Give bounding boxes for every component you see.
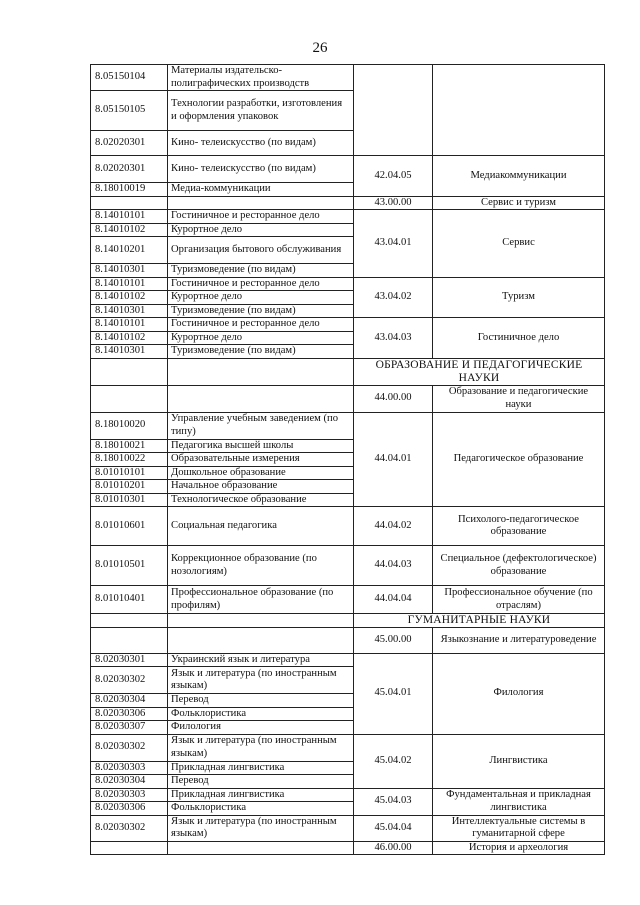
old-specialty-cell: Фольклористика — [168, 802, 354, 816]
old-code-cell — [91, 841, 168, 855]
old-code-cell: 8.02030307 — [91, 721, 168, 735]
new-code-cell: 45.04.01 — [354, 653, 433, 734]
new-code-cell: 43.04.02 — [354, 277, 433, 318]
old-specialty-cell: Язык и литература (по иностранным языкам) — [168, 667, 354, 694]
old-specialty-cell: Туризмоведение (по видам) — [168, 264, 354, 278]
old-code-cell: 8.14010301 — [91, 304, 168, 318]
old-specialty-cell — [168, 841, 354, 855]
old-specialty-cell: Фольклористика — [168, 707, 354, 721]
old-specialty-cell: Курортное дело — [168, 223, 354, 237]
old-code-cell: 8.05150105 — [91, 91, 168, 131]
new-code-cell: 44.04.01 — [354, 412, 433, 507]
table-row — [91, 734, 605, 761]
old-code-cell: 8.14010101 — [91, 318, 168, 332]
new-direction-cell: Образование и педагогические науки — [433, 385, 605, 412]
old-code-cell: 8.18010021 — [91, 439, 168, 453]
old-code-cell: 8.14010102 — [91, 331, 168, 345]
old-specialty-cell: Филология — [168, 721, 354, 735]
old-specialty-cell: Технологическое образование — [168, 493, 354, 507]
old-specialty-cell: Социальная педагогика — [168, 507, 354, 546]
old-code-cell: 8.01010101 — [91, 466, 168, 480]
table-row — [91, 318, 605, 332]
old-specialty-cell — [168, 196, 354, 210]
old-specialty-cell: Педагогика высшей школы — [168, 439, 354, 453]
old-specialty-cell: Туризмоведение (по видам) — [168, 345, 354, 359]
old-specialty-cell: Прикладная лингвистика — [168, 761, 354, 775]
old-specialty-cell: Управление учебным заведением (по типу) — [168, 412, 354, 439]
specialty-correspondence-table — [90, 64, 605, 855]
table-row — [91, 277, 605, 291]
table-row — [91, 210, 605, 224]
old-code-cell: 8.05150104 — [91, 65, 168, 91]
old-specialty-cell: Язык и литература (по иностранным языкам) — [168, 815, 354, 841]
page-number: 26 — [312, 40, 328, 56]
old-specialty-cell: Гостиничное и ресторанное дело — [168, 210, 354, 224]
new-code-cell: 44.04.03 — [354, 546, 433, 586]
new-direction-cell — [433, 65, 605, 156]
new-direction-cell: Психолого-педагогическое образование — [433, 507, 605, 546]
old-code-cell: 8.14010102 — [91, 291, 168, 305]
old-specialty-cell: Организация бытового обслуживания — [168, 237, 354, 264]
old-code-cell: 8.01010201 — [91, 480, 168, 494]
old-code-cell: 8.02030302 — [91, 734, 168, 761]
table-row — [91, 65, 605, 91]
old-code-cell — [91, 627, 168, 653]
new-direction-cell: Фундаментальная и прикладная лингвистика — [433, 788, 605, 815]
new-code-cell: 43.04.03 — [354, 318, 433, 359]
old-code-cell: 8.02030304 — [91, 694, 168, 708]
old-code-cell: 8.14010102 — [91, 223, 168, 237]
old-specialty-cell: Начальное образование — [168, 480, 354, 494]
old-code-cell: 8.02030304 — [91, 775, 168, 789]
old-code-cell: 8.01010601 — [91, 507, 168, 546]
new-code-cell: 45.04.04 — [354, 815, 433, 841]
new-code-cell: 45.00.00 — [354, 627, 433, 653]
new-direction-cell: История и археология — [433, 841, 605, 855]
new-code-cell: 45.04.02 — [354, 734, 433, 788]
old-code-cell: 8.18010019 — [91, 183, 168, 197]
old-code-cell: 8.02030301 — [91, 653, 168, 667]
old-specialty-cell: Прикладная лингвистика — [168, 788, 354, 802]
new-direction-cell: Филология — [433, 653, 605, 734]
new-direction-cell: Туризм — [433, 277, 605, 318]
old-specialty-cell: Медиа-коммуникации — [168, 183, 354, 197]
new-direction-cell: Педагогическое образование — [433, 412, 605, 507]
table-row — [91, 196, 605, 210]
table-row — [91, 788, 605, 802]
new-direction-cell: Медиакоммуникации — [433, 156, 605, 197]
new-code-cell: 43.04.01 — [354, 210, 433, 278]
old-code-cell: 8.02030306 — [91, 802, 168, 816]
old-code-cell: 8.14010301 — [91, 345, 168, 359]
old-specialty-cell: Украинский язык и литература — [168, 653, 354, 667]
old-code-cell — [91, 358, 168, 385]
new-code-cell: 46.00.00 — [354, 841, 433, 855]
table-row — [91, 507, 605, 546]
old-code-cell: 8.01010401 — [91, 586, 168, 614]
old-specialty-cell: Кино- телеискусство (по видам) — [168, 131, 354, 156]
old-specialty-cell: Перевод — [168, 694, 354, 708]
old-specialty-cell — [168, 614, 354, 628]
table-row — [91, 412, 605, 439]
new-direction-cell: Интеллектуальные системы в гуманитарной сфере — [433, 815, 605, 841]
new-code-cell: 42.04.05 — [354, 156, 433, 197]
old-specialty-cell: Образовательные измерения — [168, 453, 354, 467]
table-row — [91, 586, 605, 614]
old-specialty-cell: Дошкольное образование — [168, 466, 354, 480]
new-direction-cell: Гостиничное дело — [433, 318, 605, 359]
new-direction-cell: Сервис — [433, 210, 605, 278]
section-heading-cell: ОБРАЗОВАНИЕ И ПЕДАГОГИЧЕСКИЕ НАУКИ — [354, 358, 605, 385]
old-specialty-cell: Коррекционное образование (по нозологиям) — [168, 546, 354, 586]
old-specialty-cell: Курортное дело — [168, 291, 354, 305]
new-code-cell — [354, 65, 433, 156]
new-direction-cell: Языкознание и литературоведение — [433, 627, 605, 653]
old-specialty-cell: Технологии разработки, изготовления и оформления упаковок — [168, 91, 354, 131]
old-specialty-cell: Кино- телеискусство (по видам) — [168, 156, 354, 183]
new-code-cell: 44.00.00 — [354, 385, 433, 412]
old-code-cell: 8.01010501 — [91, 546, 168, 586]
old-code-cell: 8.02030302 — [91, 667, 168, 694]
table-row — [91, 653, 605, 667]
old-specialty-cell: Перевод — [168, 775, 354, 789]
new-direction-cell: Профессиональное обучение (по отраслям) — [433, 586, 605, 614]
old-specialty-cell: Гостиничное и ресторанное дело — [168, 318, 354, 332]
old-code-cell — [91, 196, 168, 210]
old-code-cell: 8.14010101 — [91, 210, 168, 224]
new-direction-cell: Специальное (дефектологическое) образование — [433, 546, 605, 586]
old-specialty-cell: Язык и литература (по иностранным языкам) — [168, 734, 354, 761]
table-row — [91, 546, 605, 586]
old-code-cell: 8.02030303 — [91, 788, 168, 802]
old-code-cell: 8.14010101 — [91, 277, 168, 291]
table-row — [91, 385, 605, 412]
old-specialty-cell: Туризмоведение (по видам) — [168, 304, 354, 318]
old-code-cell — [91, 385, 168, 412]
old-specialty-cell: Гостиничное и ресторанное дело — [168, 277, 354, 291]
old-code-cell: 8.02030306 — [91, 707, 168, 721]
new-code-cell: 45.04.03 — [354, 788, 433, 815]
old-specialty-cell — [168, 385, 354, 412]
new-direction-cell: Сервис и туризм — [433, 196, 605, 210]
old-code-cell: 8.01010301 — [91, 493, 168, 507]
new-code-cell: 44.04.04 — [354, 586, 433, 614]
old-specialty-cell — [168, 358, 354, 385]
old-code-cell: 8.02020301 — [91, 131, 168, 156]
old-specialty-cell — [168, 627, 354, 653]
table-row — [91, 358, 605, 385]
old-code-cell: 8.18010020 — [91, 412, 168, 439]
old-code-cell — [91, 614, 168, 628]
old-code-cell: 8.02020301 — [91, 156, 168, 183]
old-code-cell: 8.02030303 — [91, 761, 168, 775]
old-code-cell: 8.02030302 — [91, 815, 168, 841]
old-code-cell: 8.18010022 — [91, 453, 168, 467]
new-code-cell: 43.00.00 — [354, 196, 433, 210]
new-code-cell: 44.04.02 — [354, 507, 433, 546]
old-code-cell: 8.14010301 — [91, 264, 168, 278]
table-row — [91, 841, 605, 855]
new-direction-cell: Лингвистика — [433, 734, 605, 788]
table-row — [91, 156, 605, 183]
table-row — [91, 815, 605, 841]
section-heading-cell: ГУМАНИТАРНЫЕ НАУКИ — [354, 614, 605, 628]
old-code-cell: 8.14010201 — [91, 237, 168, 264]
table-row — [91, 614, 605, 628]
old-specialty-cell: Курортное дело — [168, 331, 354, 345]
old-specialty-cell: Профессиональное образование (по профилям) — [168, 586, 354, 614]
table-row — [91, 627, 605, 653]
old-specialty-cell: Материалы издательско-полиграфических производств — [168, 65, 354, 91]
